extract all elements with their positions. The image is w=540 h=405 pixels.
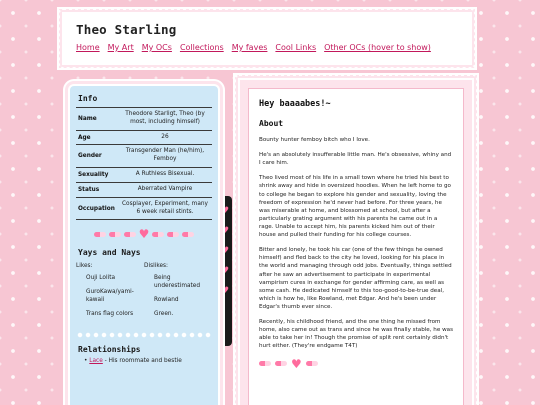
- pill-icon: [124, 232, 136, 237]
- table-row: [76, 108, 212, 131]
- about-heading: About: [259, 119, 284, 128]
- main-nav: [76, 43, 458, 52]
- list-item: GuroKawa/yami-kawaii: [86, 289, 134, 303]
- likes-column: [76, 261, 144, 324]
- heart-icon: ♥: [291, 356, 302, 371]
- relationship-link-lace[interactable]: Lace: [89, 357, 103, 364]
- about-paragraph: Bitter and lonely, he took his car (one of the few things he owned himself) and fled back to the city he loved, looking for his place in the world and managing through odd jobs. Eventually, things settled after he saw an advertisement to participate in experimental vampirism cures in exchange for gender affirming care, as well as some cash. He dedicated himself to this too-good-to-be-true deal, which is how he, like Rowland, met Edgar. And he's been under Edgar's thumb ever since.: [259, 247, 452, 310]
- pill-icon: [167, 232, 179, 237]
- yays-nays-list: [76, 261, 212, 324]
- relationships-heading: Relationships: [78, 344, 141, 354]
- table-row: [76, 145, 212, 168]
- pill-icon: [259, 361, 271, 366]
- info-key: Gender: [76, 145, 118, 168]
- list-item: Being underestimated: [154, 275, 201, 290]
- nav-other-ocs[interactable]: Other OCs (hover to show): [324, 43, 431, 52]
- pill-icon: [275, 361, 287, 366]
- list-item: Green.: [154, 310, 174, 317]
- heart-icon: ♥: [220, 246, 230, 256]
- info-value: Theodore Starligt, Theo (by most, including himself): [118, 108, 212, 131]
- info-value: A Ruthless Bisexual.: [118, 168, 212, 183]
- info-value: 26: [118, 130, 212, 145]
- pill-heart-divider: [76, 226, 212, 242]
- table-row: [76, 197, 212, 220]
- dislikes-label: Dislikes:: [144, 263, 169, 270]
- nav-cool-links[interactable]: Cool Links: [275, 43, 317, 52]
- nav-my-faves[interactable]: My faves: [231, 43, 268, 52]
- relationships-list: • Lace - His roommate and bestie: [84, 357, 182, 364]
- site-title: Theo Starling: [76, 22, 177, 37]
- lace-divider: [76, 331, 212, 339]
- info-value: Aberrated Vampire: [118, 182, 212, 197]
- site-header: [62, 12, 472, 65]
- pill-icon: [182, 232, 194, 237]
- likes-label: Likes:: [76, 263, 93, 270]
- yays-nays-heading: Yays and Nays: [78, 248, 141, 258]
- list-item: Trans flag colors: [86, 310, 134, 317]
- table-row: [76, 130, 212, 145]
- nav-home[interactable]: Home: [76, 43, 100, 52]
- info-key: Sexuality: [76, 168, 118, 183]
- about-paragraph: Bounty hunter femboy bitch who I love.: [259, 137, 370, 143]
- nav-collections[interactable]: Collections: [179, 43, 224, 52]
- decorative-strip: [218, 196, 232, 346]
- pill-icon: [94, 232, 106, 237]
- table-row: [76, 182, 212, 197]
- pill-heart-divider: [259, 358, 453, 370]
- nav-my-art[interactable]: My Art: [107, 43, 134, 52]
- pill-icon: [109, 232, 121, 237]
- info-key: Occupation: [76, 197, 118, 220]
- heart-icon: ♥: [220, 226, 230, 236]
- nav-my-ocs[interactable]: My OCs: [141, 43, 172, 52]
- pill-icon: [306, 361, 318, 366]
- list-item: Rowland: [154, 296, 179, 303]
- info-key: Status: [76, 182, 118, 197]
- main-panel: [238, 78, 474, 405]
- main-content: [248, 88, 464, 405]
- table-row: [76, 168, 212, 183]
- info-heading: Info: [78, 94, 98, 103]
- about-paragraph: He's an absolutely insufferable little man. He's obsessive, whiny and I care him.: [259, 152, 452, 167]
- relationship-desc: - His roommate and bestie: [102, 357, 182, 364]
- heart-icon: ♥: [220, 206, 230, 216]
- sidebar: [68, 84, 220, 405]
- about-paragraph: Theo lived most of his life in a small town where he tried his best to shrink away and hide in oversized hoodies. When he left home to go to college he began to explore his gender and sexuality, loving the freedom of expression he'd never had before. For three years, he was miserable at home, and blossomed at school, but after a particularly grating argument with his parents he came out in a rage. Unable to accept him, his parents kicked him out of their house and pulled their funding for his college courses.: [259, 175, 451, 239]
- list-item: Ouji Lolita: [86, 275, 116, 282]
- dislikes-column: [144, 261, 212, 324]
- about-paragraph: Recently, his childhood friend, and the one thing he missed from home, also came out as trans and since he was finally stable, he was able to take her in! Though the promise of split rent certainly didn't hurt either. (They're endgame T4T): [259, 319, 453, 350]
- info-value: Transgender Man (he/him), Femboy: [118, 145, 212, 168]
- info-key: Age: [76, 130, 118, 145]
- heart-icon: ♥: [220, 286, 230, 296]
- heart-icon: ♥: [138, 227, 150, 242]
- pill-icon: [152, 232, 164, 237]
- info-value: Cosplayer, Experiment, many 6 week retail stints.: [118, 197, 212, 220]
- heart-icon: ♥: [220, 266, 230, 276]
- greeting-heading: Hey baaaabes!~: [259, 99, 331, 109]
- info-table: [76, 107, 212, 220]
- info-key: Name: [76, 108, 118, 131]
